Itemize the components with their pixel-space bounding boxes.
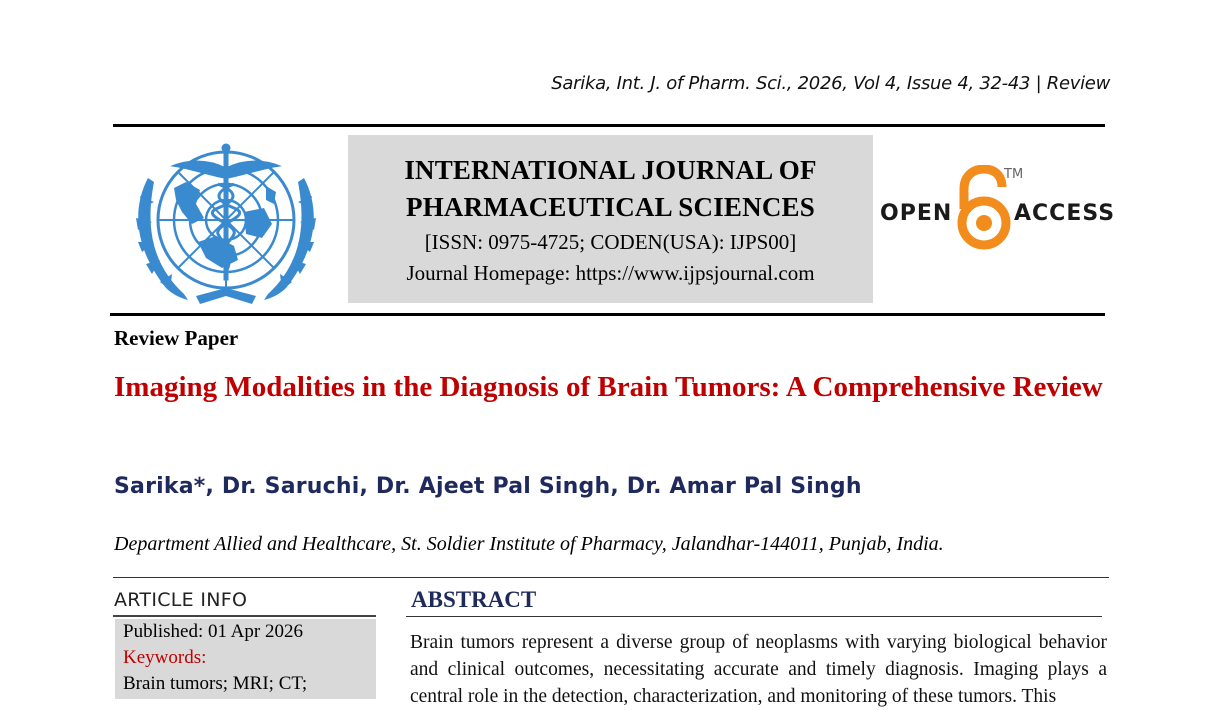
journal-title-line1: INTERNATIONAL JOURNAL OF [404, 155, 817, 185]
article-info-heading: ARTICLE INFO [114, 589, 248, 611]
open-access-right-text: ACCESS [1014, 201, 1116, 226]
journal-title-line2: PHARMACEUTICAL SCIENCES [406, 192, 815, 222]
abstract-heading: ABSTRACT [411, 587, 537, 612]
masthead-bottom-rule [110, 313, 1105, 316]
masthead-top-rule [113, 124, 1105, 127]
caduceus-globe-emblem-icon [126, 138, 326, 306]
journal-masthead-box [348, 135, 873, 303]
trademark-mark: TM [1004, 167, 1024, 182]
article-title: Imaging Modalities in the Diagnosis of Brain Tumors: A Comprehensive Review [114, 371, 1103, 403]
article-type: Review Paper [114, 326, 239, 350]
keywords-list: Brain tumors; MRI; CT; [123, 673, 308, 694]
published-date: Published: 01 Apr 2026 [123, 621, 303, 642]
section-divider [113, 577, 1109, 578]
journal-issn: [ISSN: 0975-4725; CODEN(USA): IJPS00] [424, 230, 797, 254]
article-info-box [115, 619, 376, 699]
running-head: Sarika, Int. J. of Pharm. Sci., 2026, Vol 4, Issue 4, 32-43 | Review [551, 73, 1110, 94]
keywords-label: Keywords: [123, 647, 207, 668]
open-access-left-text: OPEN [880, 201, 953, 226]
journal-homepage: Journal Homepage: https://www.ijpsjournal.com [406, 261, 815, 285]
author-list: Sarika*, Dr. Saruchi, Dr. Ajeet Pal Singh, Dr. Amar Pal Singh [114, 474, 862, 499]
article-info-rule [113, 615, 376, 617]
abstract-text: Brain tumors represent a diverse group of neoplasms with varying biological behavior and clinical outcomes, necessitating accurate and timely diagnosis. Imaging plays a central role in the detection, characterization, and monitoring of these tumors. This [410, 632, 1107, 707]
abstract-rule [406, 616, 1102, 617]
author-affiliation: Department Allied and Healthcare, St. Soldier Institute of Pharmacy, Jalandhar-144011, Punjab, India. [114, 533, 944, 555]
open-access-logo [880, 165, 1116, 253]
